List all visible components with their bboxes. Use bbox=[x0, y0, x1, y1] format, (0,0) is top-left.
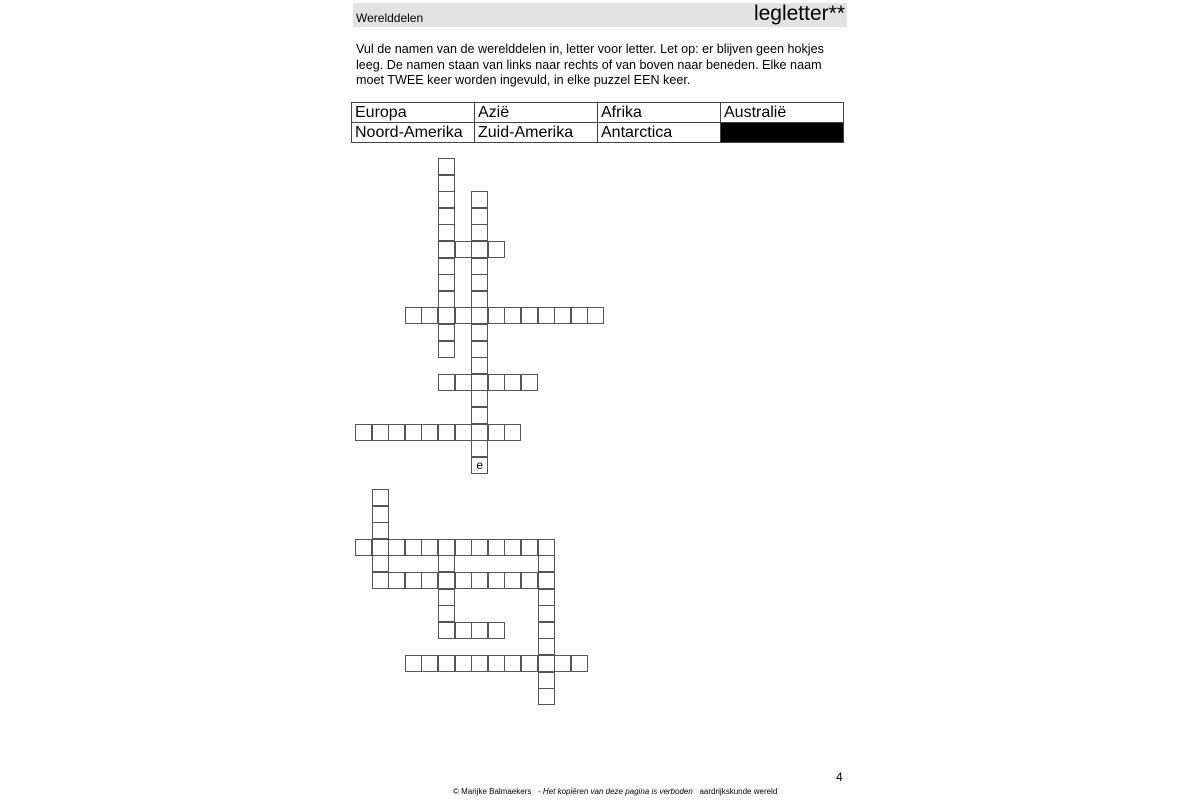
crossword-cell[interactable] bbox=[372, 506, 389, 523]
crossword-cell[interactable] bbox=[372, 572, 389, 589]
crossword-cell[interactable] bbox=[438, 589, 455, 606]
crossword-cell[interactable] bbox=[438, 274, 455, 291]
crossword-cell[interactable] bbox=[421, 539, 438, 556]
crossword-cell[interactable] bbox=[455, 424, 472, 441]
crossword-cell[interactable] bbox=[421, 572, 438, 589]
crossword-cell[interactable] bbox=[504, 572, 521, 589]
crossword-cell[interactable] bbox=[504, 539, 521, 556]
word-row bbox=[352, 103, 844, 123]
crossword-cell[interactable] bbox=[438, 341, 455, 358]
crossword-cell[interactable] bbox=[504, 424, 521, 441]
blacked-out-cell bbox=[721, 123, 844, 143]
crossword-cell[interactable] bbox=[438, 291, 455, 308]
crossword-cell[interactable] bbox=[438, 572, 455, 589]
crossword-cell[interactable] bbox=[405, 655, 422, 672]
crossword-cell[interactable] bbox=[471, 572, 488, 589]
instructions: Vul de namen van de werelddelen in, letter voor letter. Let op: er blijven geen hokjes leeg. De namen staan van links naar rechts of van boven naar beneden. Elke naam moet TWEE keer worden ingevuld, in elke puzzel EEN keer. bbox=[356, 42, 824, 87]
crossword-cell[interactable] bbox=[488, 374, 505, 391]
crossword-cell[interactable] bbox=[488, 424, 505, 441]
crossword-cell[interactable] bbox=[538, 655, 555, 672]
crossword-cell[interactable] bbox=[388, 572, 405, 589]
crossword-cell[interactable] bbox=[438, 605, 455, 622]
crossword-cell[interactable] bbox=[471, 440, 488, 457]
crossword-cell[interactable] bbox=[438, 622, 455, 639]
page-number: 4 bbox=[836, 770, 843, 784]
crossword-cell[interactable] bbox=[471, 341, 488, 358]
crossword-cell[interactable] bbox=[405, 424, 422, 441]
crossword-cell[interactable] bbox=[471, 357, 488, 374]
crossword-cell[interactable] bbox=[538, 622, 555, 639]
crossword-cell[interactable] bbox=[438, 158, 455, 175]
crossword-cell[interactable] bbox=[405, 572, 422, 589]
crossword-cell[interactable] bbox=[438, 374, 455, 391]
crossword-cell[interactable] bbox=[438, 241, 455, 258]
crossword-cell[interactable] bbox=[421, 424, 438, 441]
crossword-cell[interactable] bbox=[405, 307, 422, 324]
word-row bbox=[352, 123, 844, 143]
crossword-cell[interactable] bbox=[538, 638, 555, 655]
crossword-cell[interactable] bbox=[438, 224, 455, 241]
crossword-cell[interactable] bbox=[372, 539, 389, 556]
crossword-cell[interactable] bbox=[488, 241, 505, 258]
crossword-cell[interactable] bbox=[455, 622, 472, 639]
crossword-cell[interactable] bbox=[488, 655, 505, 672]
crossword-cell[interactable] bbox=[455, 374, 472, 391]
crossword-cell[interactable] bbox=[471, 390, 488, 407]
crossword-cell[interactable] bbox=[471, 539, 488, 556]
crossword-cell[interactable] bbox=[471, 191, 488, 208]
word-cell: Azië bbox=[475, 103, 598, 123]
crossword-cell[interactable] bbox=[488, 572, 505, 589]
crossword-cell[interactable] bbox=[554, 307, 571, 324]
crossword-cell[interactable] bbox=[438, 208, 455, 225]
crossword-cell[interactable] bbox=[471, 241, 488, 258]
crossword-cell[interactable] bbox=[455, 655, 472, 672]
word-cell: Australië bbox=[721, 103, 844, 123]
crossword-cell[interactable] bbox=[471, 424, 488, 441]
footer-series: aardrijkskunde wereld bbox=[699, 787, 778, 796]
crossword-cell[interactable] bbox=[421, 307, 438, 324]
crossword-cell[interactable] bbox=[372, 489, 389, 506]
worksheet-level: legletter** bbox=[753, 2, 845, 25]
crossword-cell[interactable] bbox=[538, 589, 555, 606]
crossword-cell[interactable] bbox=[538, 572, 555, 589]
crossword-cell[interactable] bbox=[388, 424, 405, 441]
crossword-cell[interactable] bbox=[554, 655, 571, 672]
crossword-cell[interactable] bbox=[538, 539, 555, 556]
crossword-cell[interactable] bbox=[538, 307, 555, 324]
crossword-cell[interactable] bbox=[438, 258, 455, 275]
word-cell: Afrika bbox=[598, 103, 721, 123]
footer-copy-note: - Het kopiëren van deze pagina is verboden bbox=[538, 787, 693, 796]
crossword-cell[interactable] bbox=[438, 307, 455, 324]
crossword-cell[interactable] bbox=[372, 424, 389, 441]
crossword-cell[interactable] bbox=[471, 224, 488, 241]
crossword-cell[interactable] bbox=[438, 555, 455, 572]
crossword-cell[interactable] bbox=[471, 655, 488, 672]
crossword-cell[interactable] bbox=[538, 688, 555, 705]
crossword-cell[interactable] bbox=[438, 655, 455, 672]
crossword-cell[interactable] bbox=[355, 539, 372, 556]
crossword-cell[interactable] bbox=[455, 572, 472, 589]
crossword-cell[interactable] bbox=[504, 655, 521, 672]
crossword-cell[interactable] bbox=[488, 539, 505, 556]
crossword-cell[interactable] bbox=[521, 374, 538, 391]
crossword-cell[interactable] bbox=[455, 539, 472, 556]
worksheet-subject: Werelddelen bbox=[356, 11, 424, 25]
crossword-cell[interactable] bbox=[521, 307, 538, 324]
word-cell: Antarctica bbox=[598, 123, 721, 143]
footer bbox=[453, 787, 777, 796]
crossword-cell[interactable] bbox=[521, 539, 538, 556]
header-bar bbox=[353, 3, 847, 27]
crossword-cell[interactable] bbox=[521, 655, 538, 672]
crossword-cell[interactable] bbox=[471, 291, 488, 308]
crossword-cell[interactable] bbox=[471, 208, 488, 225]
crossword-cell[interactable] bbox=[388, 539, 405, 556]
footer-copyright: © Marijke Balmaekers bbox=[453, 787, 532, 796]
crossword-cell[interactable] bbox=[471, 324, 488, 341]
crossword-cell[interactable] bbox=[538, 672, 555, 689]
crossword-cell[interactable] bbox=[455, 241, 472, 258]
crossword-cell[interactable] bbox=[538, 555, 555, 572]
crossword-cell[interactable] bbox=[438, 175, 455, 192]
word-list-table bbox=[351, 102, 844, 143]
crossword-cell[interactable] bbox=[372, 555, 389, 572]
crossword-cell[interactable] bbox=[521, 572, 538, 589]
crossword-cell[interactable] bbox=[488, 622, 505, 639]
crossword-cell[interactable]: e bbox=[471, 457, 488, 474]
crossword-cell[interactable] bbox=[438, 539, 455, 556]
crossword-cell[interactable] bbox=[438, 191, 455, 208]
word-cell: Zuid-Amerika bbox=[475, 123, 598, 143]
crossword-cell[interactable] bbox=[587, 307, 604, 324]
crossword-cell[interactable] bbox=[471, 274, 488, 291]
crossword-cell[interactable] bbox=[421, 655, 438, 672]
crossword-cell[interactable] bbox=[372, 522, 389, 539]
crossword-cell[interactable] bbox=[455, 307, 472, 324]
crossword-cell[interactable] bbox=[471, 622, 488, 639]
crossword-cell[interactable] bbox=[438, 424, 455, 441]
crossword-cell[interactable] bbox=[488, 307, 505, 324]
crossword-cell[interactable] bbox=[538, 605, 555, 622]
crossword-cell[interactable] bbox=[471, 258, 488, 275]
crossword-cell[interactable] bbox=[504, 307, 521, 324]
word-cell: Europa bbox=[352, 103, 475, 123]
crossword-cell[interactable] bbox=[355, 424, 372, 441]
crossword-cell[interactable] bbox=[471, 374, 488, 391]
word-cell: Noord-Amerika bbox=[352, 123, 475, 143]
crossword-cell[interactable] bbox=[471, 307, 488, 324]
crossword-cell[interactable] bbox=[504, 374, 521, 391]
crossword-cell[interactable] bbox=[571, 307, 588, 324]
crossword-cell[interactable] bbox=[438, 324, 455, 341]
crossword-cell[interactable] bbox=[471, 407, 488, 424]
crossword-cell[interactable] bbox=[571, 655, 588, 672]
crossword-cell[interactable] bbox=[405, 539, 422, 556]
